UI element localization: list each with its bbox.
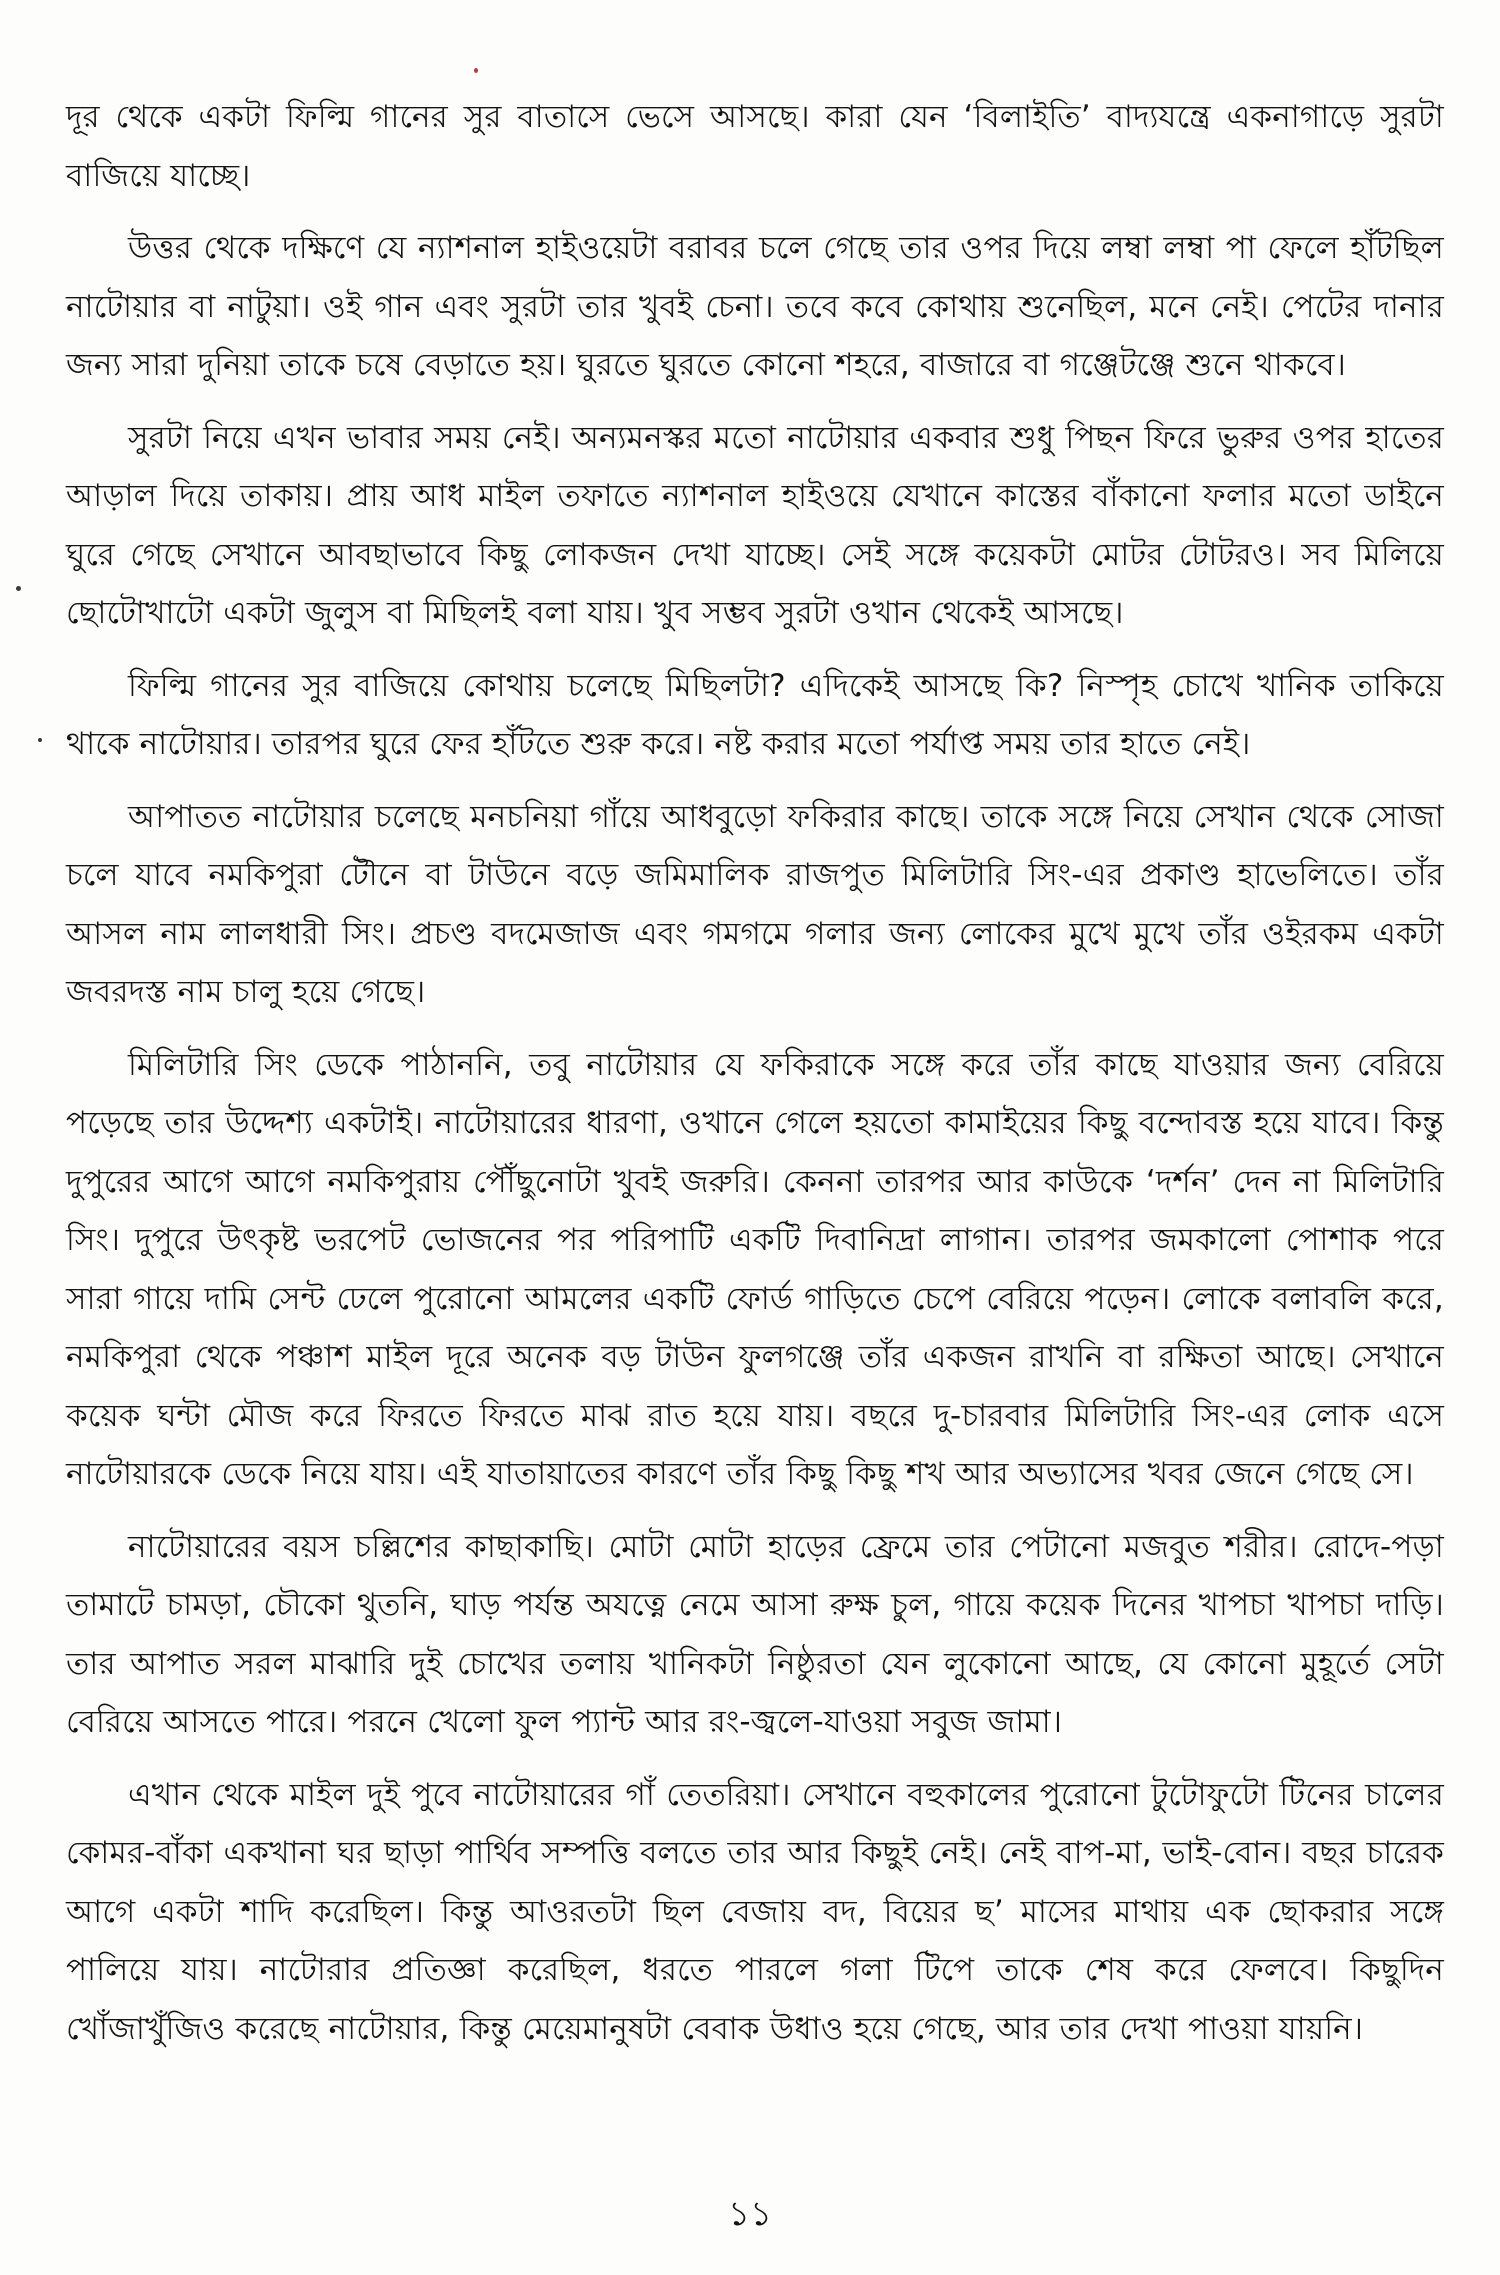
body-text — [66, 88, 1444, 2072]
page-number: ১১ — [727, 2194, 773, 2234]
print-speck — [16, 586, 21, 591]
paragraph-2: উত্তর থেকে দক্ষিণে যে ন্যাশনাল হাইওয়েটা বরাবর চলে গেছে তার ওপর দিয়ে লম্বা লম্বা পা ফেলে হাঁটছিল নাটোয়ার বা নাটুয়া। ওই গান এবং সুরটা তার খুবই চেনা। তবে কবে কোথায় শুনেছিল, মনে নেই। পেটের দানার জন্য সারা দুনিয়া তাকে চষে বেড়াতে হয়। ঘুরতে ঘুরতে কোনো শহরে, বাজারে বা গঞ্জেটঞ্জে শুনে থাকবে। — [66, 230, 1444, 383]
paragraph-4: ফিল্মি গানের সুর বাজিয়ে কোথায় চলেছে মিছিলটা? এদিকেই আসছে কি? নিস্পৃহ চোখে খানিক তাকিয়ে থাকে নাটোয়ার। তারপর ঘুরে ফের হাঁটতে শুরু করে। নষ্ট করার মতো পর্যাপ্ত সময় তার হাতে নেই। — [66, 667, 1444, 762]
paragraph-6: মিলিটারি সিং ডেকে পাঠাননি, তবু নাটোয়ার যে ফকিরাকে সঙ্গে করে তাঁর কাছে যাওয়ার জন্য বেরিয়ে পড়েছে তার উদ্দেশ্য একটাই। নাটোয়ারের ধারণা, ওখানে গেলে হয়তো কামাইয়ের কিছু বন্দোবস্ত হয়ে যাবে। কিন্তু দুপুরের আগে আগে নমকিপুরায় পৌঁছুনোটা খুবই জরুরি। কেননা তারপর আর কাউকে ‘দর্শন’ দেন না মিলিটারি সিং। দুপুরে উৎকৃষ্ট ভরপেট ভোজনের পর পরিপাটি একটি দিবানিদ্রা লাগান। তারপর জমকালো পোশাক পরে সারা গায়ে দামি সেন্ট ঢেলে পুরোনো আমলের একটি ফোর্ড গাড়িতে চেপে বেরিয়ে পড়েন। লোকে বলাবলি করে, নমকিপুরা থেকে পঞ্চাশ মাইল দূরে অনেক বড় টাউন ফুলগঞ্জে তাঁর একজন রাখনি বা রক্ষিতা আছে। সেখানে কয়েক ঘন্টা মৌজ করে ফিরতে ফিরতে মাঝ রাত হয়ে যায়। বছরে দু-চারবার মিলিটারি সিং-এর লোক এসে নাটোয়ারকে ডেকে নিয়ে যায়। এই যাতায়াতের কারণে তাঁর কিছু কিছু শখ আর অভ্যাসের খবর জেনে গেছে সে। — [66, 1046, 1444, 1492]
print-speck — [38, 738, 42, 742]
print-speck — [474, 68, 478, 73]
paragraph-3: সুরটা নিয়ে এখন ভাবার সময় নেই। অন্যমনস্কর মতো নাটোয়ার একবার শুধু পিছন ফিরে ভুরুর ওপর হাতের আড়াল দিয়ে তাকায়। প্রায় আধ মাইল তফাতে ন্যাশনাল হাইওয়ে যেখানে কাস্তের বাঁকানো ফলার মতো ডাইনে ঘুরে গেছে সেখানে আবছাভাবে কিছু লোকজন দেখা যাচ্ছে। সেই সঙ্গে কয়েকটা মোটর টোটরও। সব মিলিয়ে ছোটোখাটো একটা জুলুস বা মিছিলই বলা যায়। খুব সম্ভব সুরটা ওখান থেকেই আসছে। — [66, 419, 1444, 631]
paragraph-5: আপাতত নাটোয়ার চলেছে মনচনিয়া গাঁয়ে আধবুড়ো ফকিরার কাছে। তাকে সঙ্গে নিয়ে সেখান থেকে সোজা চলে যাবে নমকিপুরা টৌনে বা টাউনে বড়ে জমিমালিক রাজপুত মিলিটারি সিং-এর প্রকাণ্ড হাভেলিতে। তাঁর আসল নাম লালধারী সিং। প্রচণ্ড বদমেজাজ এবং গমগমে গলার জন্য লোকের মুখে মুখে তাঁর ওইরকম একটা জবরদস্ত নাম চালু হয়ে গেছে। — [66, 798, 1444, 1010]
paragraph-7: নাটোয়ারের বয়স চল্লিশের কাছাকাছি। মোটা মোটা হাড়ের ফ্রেমে তার পেটানো মজবুত শরীর। রোদে-পড়া তামাটে চামড়া, চৌকো থুতনি, ঘাড় পর্যন্ত অযত্নে নেমে আসা রুক্ষ চুল, গায়ে কয়েক দিনের খাপচা খাপচা দাড়ি। তার আপাত সরল মাঝারি দুই চোখের তলায় খানিকটা নিষ্ঠুরতা যেন লুকোনো আছে, যে কোনো মুহূর্তে সেটা বেরিয়ে আসতে পারে। পরনে খেলো ফুল প্যান্ট আর রং-জ্বলে-যাওয়া সবুজ জামা। — [66, 1528, 1444, 1740]
paragraph-1: দূর থেকে একটা ফিল্মি গানের সুর বাতাসে ভেসে আসছে। কারা যেন ‘বিলাইতি’ বাদ্যযন্ত্রে একনাগাড়ে সুরটা বাজিয়ে যাচ্ছে। — [66, 99, 1444, 194]
paragraph-8: এখান থেকে মাইল দুই পুবে নাটোয়ারের গাঁ তেতরিয়া। সেখানে বহুকালের পুরোনো টুটোফুটো টিনের চালের কোমর-বাঁকা একখানা ঘর ছাড়া পার্থিব সম্পত্তি বলতে তার আর কিছুই নেই। নেই বাপ-মা, ভাই-বোন। বছর চারেক আগে একটা শাদি করেছিল। কিন্তু আওরতটা ছিল বেজায় বদ, বিয়ের ছ’ মাসের মাথায় এক ছোকরার সঙ্গে পালিয়ে যায়। নাটোরার প্রতিজ্ঞা করেছিল, ধরতে পারলে গলা টিপে তাকে শেষ করে ফেলবে। কিছুদিন খোঁজাখুঁজিও করেছে নাটোয়ার, কিন্তু মেয়েমানুষটা বেবাক উধাও হয়ে গেছে, আর তার দেখা পাওয়া যায়নি। — [66, 1776, 1444, 2047]
